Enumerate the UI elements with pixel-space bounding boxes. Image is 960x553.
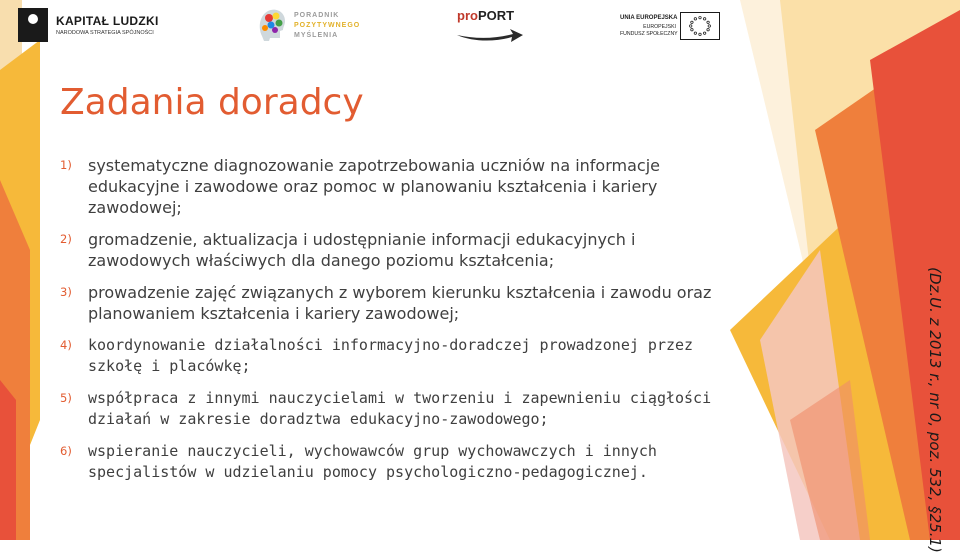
logo-bar [0, 0, 740, 50]
list-item-text: gromadzenie, aktualizacja i udostępnianie informacji edukacyjnych i zawodowych właściwych dla danego poziomu kształcenia; [88, 230, 636, 270]
kapital-ludzki-logo [18, 8, 168, 44]
poradnik-line3: MYŚLENIA [294, 32, 339, 39]
poradnik-logo [256, 6, 376, 44]
poradnik-line2: POZYTYWNEGO [294, 22, 361, 29]
eu-logo [620, 12, 724, 42]
list-item-number: 2) [60, 232, 72, 246]
list-item-number: 4) [60, 338, 72, 352]
eu-flag-icon [680, 12, 720, 40]
proport-port: PORT [477, 8, 515, 23]
kapital-ludzki-mark-icon [18, 8, 48, 42]
list-item-number: 3) [60, 285, 72, 299]
list-item [60, 388, 720, 430]
kapital-ludzki-title: KAPITAŁ LUDZKI [56, 14, 159, 28]
list-item [60, 335, 720, 377]
list-item [60, 282, 720, 324]
poradnik-line1: PORADNIK [294, 12, 340, 19]
list-item-number: 6) [60, 444, 72, 458]
kapital-ludzki-subtitle: NARODOWA STRATEGIA SPÓJNOŚCI [56, 30, 154, 36]
list-item [60, 441, 720, 483]
eu-line3: FUNDUSZ SPOŁECZNY [620, 31, 678, 37]
list-item [60, 229, 720, 271]
colorful-head-icon [256, 6, 288, 42]
eu-line2: EUROPEJSKI [643, 24, 676, 30]
proport-wordmark [457, 8, 514, 23]
legal-citation-text: (Dz.U. z 2013 r., nr 0, poz. 532, §25.1) [926, 267, 944, 553]
list-item-text: wspieranie nauczycieli, wychowawców grup wychowawczych i innych specjalistów w udzielaniu pomocy psychologiczno-pedagogicznej. [88, 442, 657, 481]
legal-citation [915, 267, 955, 553]
list-item-text: koordynowanie działalności informacyjno-doradczej prowadzonej przez szkołę i placówkę; [88, 336, 694, 375]
page-title: Zadania doradcy [60, 82, 364, 123]
list-item [60, 155, 720, 218]
task-list [60, 155, 720, 494]
eu-line1: UNIA EUROPEJSKA [620, 15, 678, 21]
list-item-text: współpraca z innymi nauczycielami w tworzeniu i zapewnieniu ciągłości działań w zakresie doradztwa edukacyjno-zawodowego; [88, 389, 712, 428]
left-decoration [0, 0, 40, 540]
proport-pro: pro [457, 8, 478, 23]
list-item-number: 1) [60, 158, 72, 172]
swoosh-arrow-icon [455, 25, 525, 43]
list-item-text: prowadzenie zajęć związanych z wyborem kierunku kształcenia i zawodu oraz planowaniem kształcenia i kariery zawodowej; [88, 283, 712, 323]
list-item-text: systematyczne diagnozowanie zapotrzebowania uczniów na informacje edukacyjne i zawodowe oraz pomoc w planowaniu kształcenia i kariery zawodowej; [88, 156, 660, 217]
proport-logo [455, 8, 535, 44]
list-item-number: 5) [60, 391, 72, 405]
